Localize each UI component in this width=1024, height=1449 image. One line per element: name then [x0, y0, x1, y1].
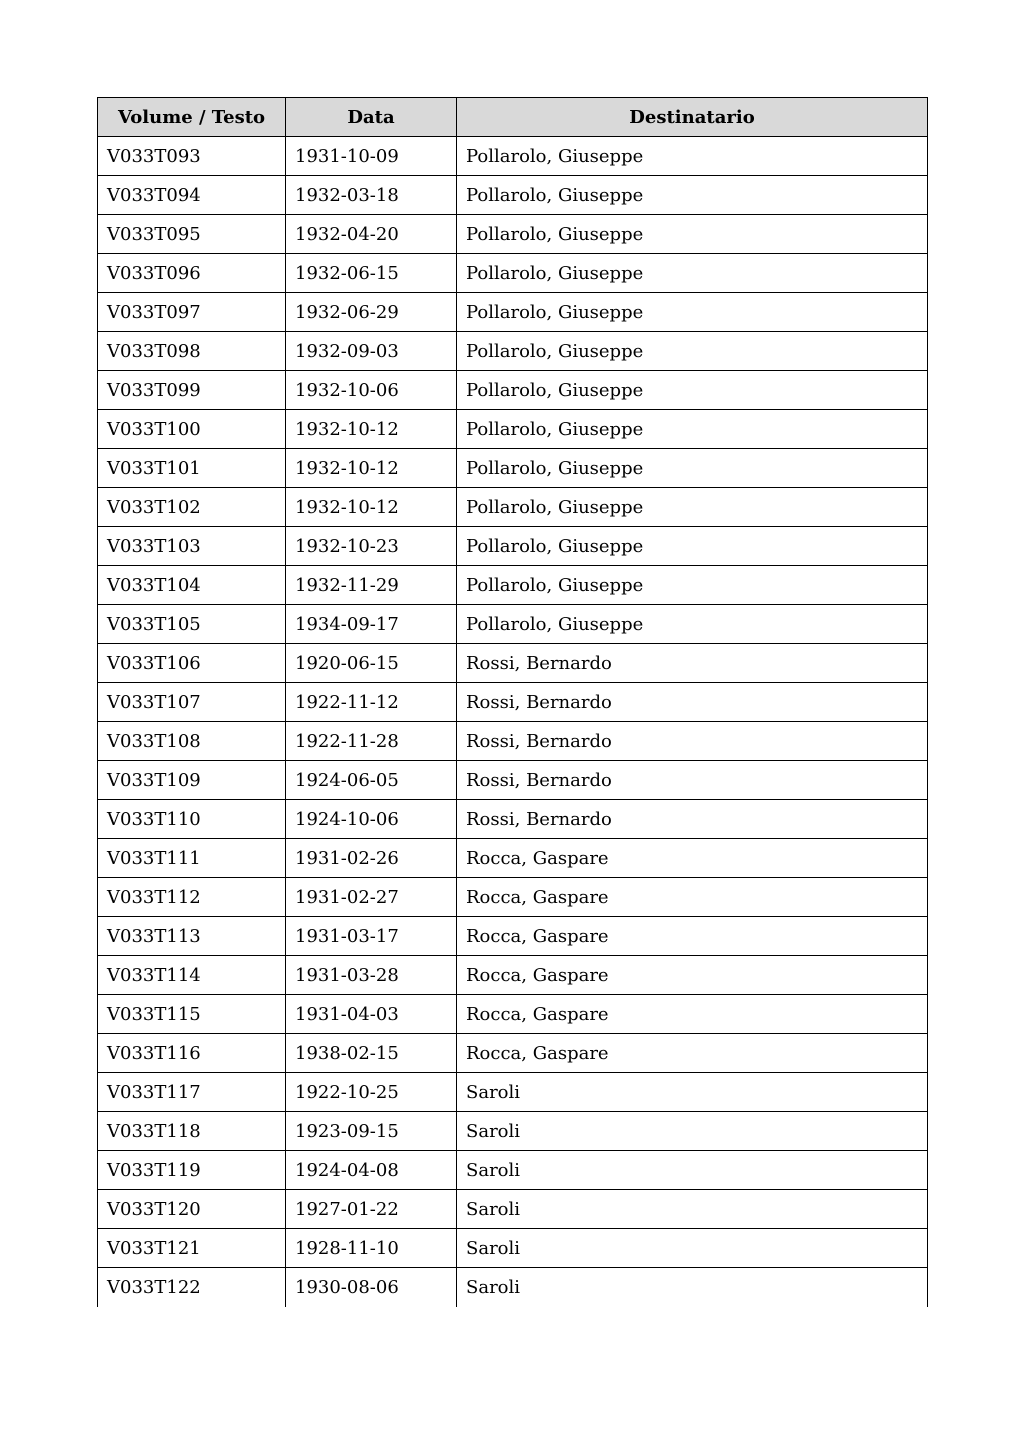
cell-data: 1920-06-15 [286, 644, 457, 683]
cell-volume-testo: V033T116 [98, 1034, 286, 1073]
cell-data: 1932-04-20 [286, 215, 457, 254]
table-row [98, 488, 928, 527]
cell-destinatario: Saroli [457, 1112, 928, 1151]
table-row [98, 254, 928, 293]
cell-destinatario: Pollarolo, Giuseppe [457, 527, 928, 566]
cell-data: 1932-11-29 [286, 566, 457, 605]
cell-data: 1932-10-06 [286, 371, 457, 410]
cell-data: 1932-10-12 [286, 410, 457, 449]
cell-destinatario: Pollarolo, Giuseppe [457, 215, 928, 254]
cell-data: 1938-02-15 [286, 1034, 457, 1073]
cell-destinatario: Rocca, Gaspare [457, 956, 928, 995]
table-row [98, 371, 928, 410]
cell-data: 1931-10-09 [286, 137, 457, 176]
cell-destinatario: Rocca, Gaspare [457, 995, 928, 1034]
cell-volume-testo: V033T097 [98, 293, 286, 332]
cell-volume-testo: V033T096 [98, 254, 286, 293]
cell-volume-testo: V033T103 [98, 527, 286, 566]
cell-volume-testo: V033T114 [98, 956, 286, 995]
cell-destinatario: Rocca, Gaspare [457, 917, 928, 956]
table-row [98, 1112, 928, 1151]
cell-destinatario: Pollarolo, Giuseppe [457, 176, 928, 215]
cell-data: 1932-06-29 [286, 293, 457, 332]
cell-destinatario: Pollarolo, Giuseppe [457, 371, 928, 410]
cell-data: 1930-08-06 [286, 1268, 457, 1307]
table-row [98, 956, 928, 995]
cell-data: 1924-06-05 [286, 761, 457, 800]
cell-destinatario: Pollarolo, Giuseppe [457, 137, 928, 176]
cell-destinatario: Rocca, Gaspare [457, 1034, 928, 1073]
table-row [98, 449, 928, 488]
table-row [98, 722, 928, 761]
cell-volume-testo: V033T108 [98, 722, 286, 761]
cell-destinatario: Saroli [457, 1073, 928, 1112]
cell-volume-testo: V033T109 [98, 761, 286, 800]
table-row [98, 566, 928, 605]
cell-destinatario: Saroli [457, 1229, 928, 1268]
cell-data: 1932-03-18 [286, 176, 457, 215]
table-row [98, 137, 928, 176]
table-row [98, 683, 928, 722]
table-row [98, 1151, 928, 1190]
cell-destinatario: Rossi, Bernardo [457, 800, 928, 839]
cell-data: 1924-10-06 [286, 800, 457, 839]
cell-volume-testo: V033T121 [98, 1229, 286, 1268]
table-row [98, 995, 928, 1034]
table-row [98, 215, 928, 254]
cell-destinatario: Rocca, Gaspare [457, 839, 928, 878]
table-row [98, 332, 928, 371]
cell-volume-testo: V033T095 [98, 215, 286, 254]
cell-destinatario: Rossi, Bernardo [457, 644, 928, 683]
cell-data: 1931-03-17 [286, 917, 457, 956]
cell-volume-testo: V033T110 [98, 800, 286, 839]
cell-data: 1932-10-12 [286, 449, 457, 488]
cell-volume-testo: V033T106 [98, 644, 286, 683]
cell-data: 1932-09-03 [286, 332, 457, 371]
cell-data: 1932-10-12 [286, 488, 457, 527]
cell-data: 1922-11-12 [286, 683, 457, 722]
cell-destinatario: Saroli [457, 1268, 928, 1307]
cell-data: 1927-01-22 [286, 1190, 457, 1229]
cell-destinatario: Rossi, Bernardo [457, 683, 928, 722]
cell-volume-testo: V033T100 [98, 410, 286, 449]
cell-destinatario: Rossi, Bernardo [457, 761, 928, 800]
cell-data: 1931-02-27 [286, 878, 457, 917]
cell-data: 1924-04-08 [286, 1151, 457, 1190]
cell-destinatario: Pollarolo, Giuseppe [457, 566, 928, 605]
cell-volume-testo: V033T122 [98, 1268, 286, 1307]
cell-volume-testo: V033T118 [98, 1112, 286, 1151]
cell-destinatario: Pollarolo, Giuseppe [457, 254, 928, 293]
cell-destinatario: Rossi, Bernardo [457, 722, 928, 761]
cell-volume-testo: V033T112 [98, 878, 286, 917]
cell-data: 1931-04-03 [286, 995, 457, 1034]
table-row [98, 1034, 928, 1073]
table-row [98, 761, 928, 800]
cell-destinatario: Pollarolo, Giuseppe [457, 332, 928, 371]
cell-destinatario: Pollarolo, Giuseppe [457, 605, 928, 644]
table-row [98, 1190, 928, 1229]
cell-volume-testo: V033T120 [98, 1190, 286, 1229]
table-row [98, 917, 928, 956]
table-row [98, 644, 928, 683]
cell-volume-testo: V033T105 [98, 605, 286, 644]
cell-data: 1931-03-28 [286, 956, 457, 995]
table-row [98, 1268, 928, 1307]
cell-data: 1932-10-23 [286, 527, 457, 566]
cell-destinatario: Pollarolo, Giuseppe [457, 293, 928, 332]
cell-volume-testo: V033T104 [98, 566, 286, 605]
cell-volume-testo: V033T093 [98, 137, 286, 176]
cell-destinatario: Pollarolo, Giuseppe [457, 449, 928, 488]
table-row [98, 800, 928, 839]
cell-data: 1931-02-26 [286, 839, 457, 878]
cell-volume-testo: V033T098 [98, 332, 286, 371]
cell-data: 1934-09-17 [286, 605, 457, 644]
table-row [98, 878, 928, 917]
cell-data: 1922-11-28 [286, 722, 457, 761]
table-row [98, 839, 928, 878]
cell-volume-testo: V033T113 [98, 917, 286, 956]
column-header-volume-testo: Volume / Testo [98, 98, 286, 137]
cell-destinatario: Pollarolo, Giuseppe [457, 410, 928, 449]
table-row [98, 1229, 928, 1268]
table-row [98, 1073, 928, 1112]
cell-data: 1922-10-25 [286, 1073, 457, 1112]
table-row [98, 176, 928, 215]
table-header-row [98, 98, 928, 137]
cell-data: 1932-06-15 [286, 254, 457, 293]
cell-volume-testo: V033T094 [98, 176, 286, 215]
cell-destinatario: Saroli [457, 1151, 928, 1190]
cell-data: 1928-11-10 [286, 1229, 457, 1268]
cell-volume-testo: V033T117 [98, 1073, 286, 1112]
cell-destinatario: Pollarolo, Giuseppe [457, 488, 928, 527]
table-row [98, 527, 928, 566]
table-body [98, 137, 928, 1307]
cell-data: 1923-09-15 [286, 1112, 457, 1151]
cell-volume-testo: V033T102 [98, 488, 286, 527]
table-row [98, 293, 928, 332]
cell-volume-testo: V033T111 [98, 839, 286, 878]
column-header-destinatario: Destinatario [457, 98, 928, 137]
letters-table [97, 97, 928, 1307]
column-header-data: Data [286, 98, 457, 137]
cell-volume-testo: V033T119 [98, 1151, 286, 1190]
cell-volume-testo: V033T101 [98, 449, 286, 488]
cell-volume-testo: V033T099 [98, 371, 286, 410]
cell-destinatario: Rocca, Gaspare [457, 878, 928, 917]
cell-destinatario: Saroli [457, 1190, 928, 1229]
table-row [98, 410, 928, 449]
cell-volume-testo: V033T115 [98, 995, 286, 1034]
cell-volume-testo: V033T107 [98, 683, 286, 722]
table-row [98, 605, 928, 644]
